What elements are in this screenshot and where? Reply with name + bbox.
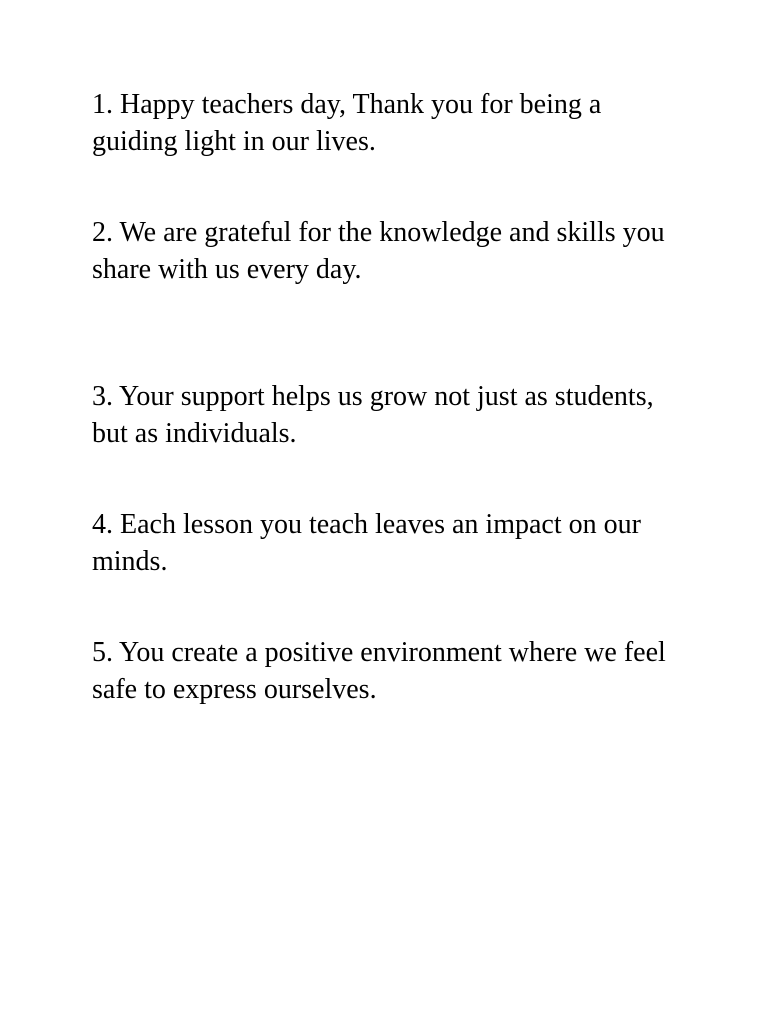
list-item: 1. Happy teachers day, Thank you for being a guiding light in our lives. xyxy=(92,89,602,157)
list-item: 5. You create a positive environment where we feel safe to express ourselves. xyxy=(92,637,666,705)
list-item: 2. We are grateful for the knowledge and skills you share with us every day. xyxy=(92,217,665,285)
list-item: 3. Your support helps us grow not just as students, but as individuals. xyxy=(92,381,654,449)
list-item: 4. Each lesson you teach leaves an impact on our minds. xyxy=(92,509,641,577)
